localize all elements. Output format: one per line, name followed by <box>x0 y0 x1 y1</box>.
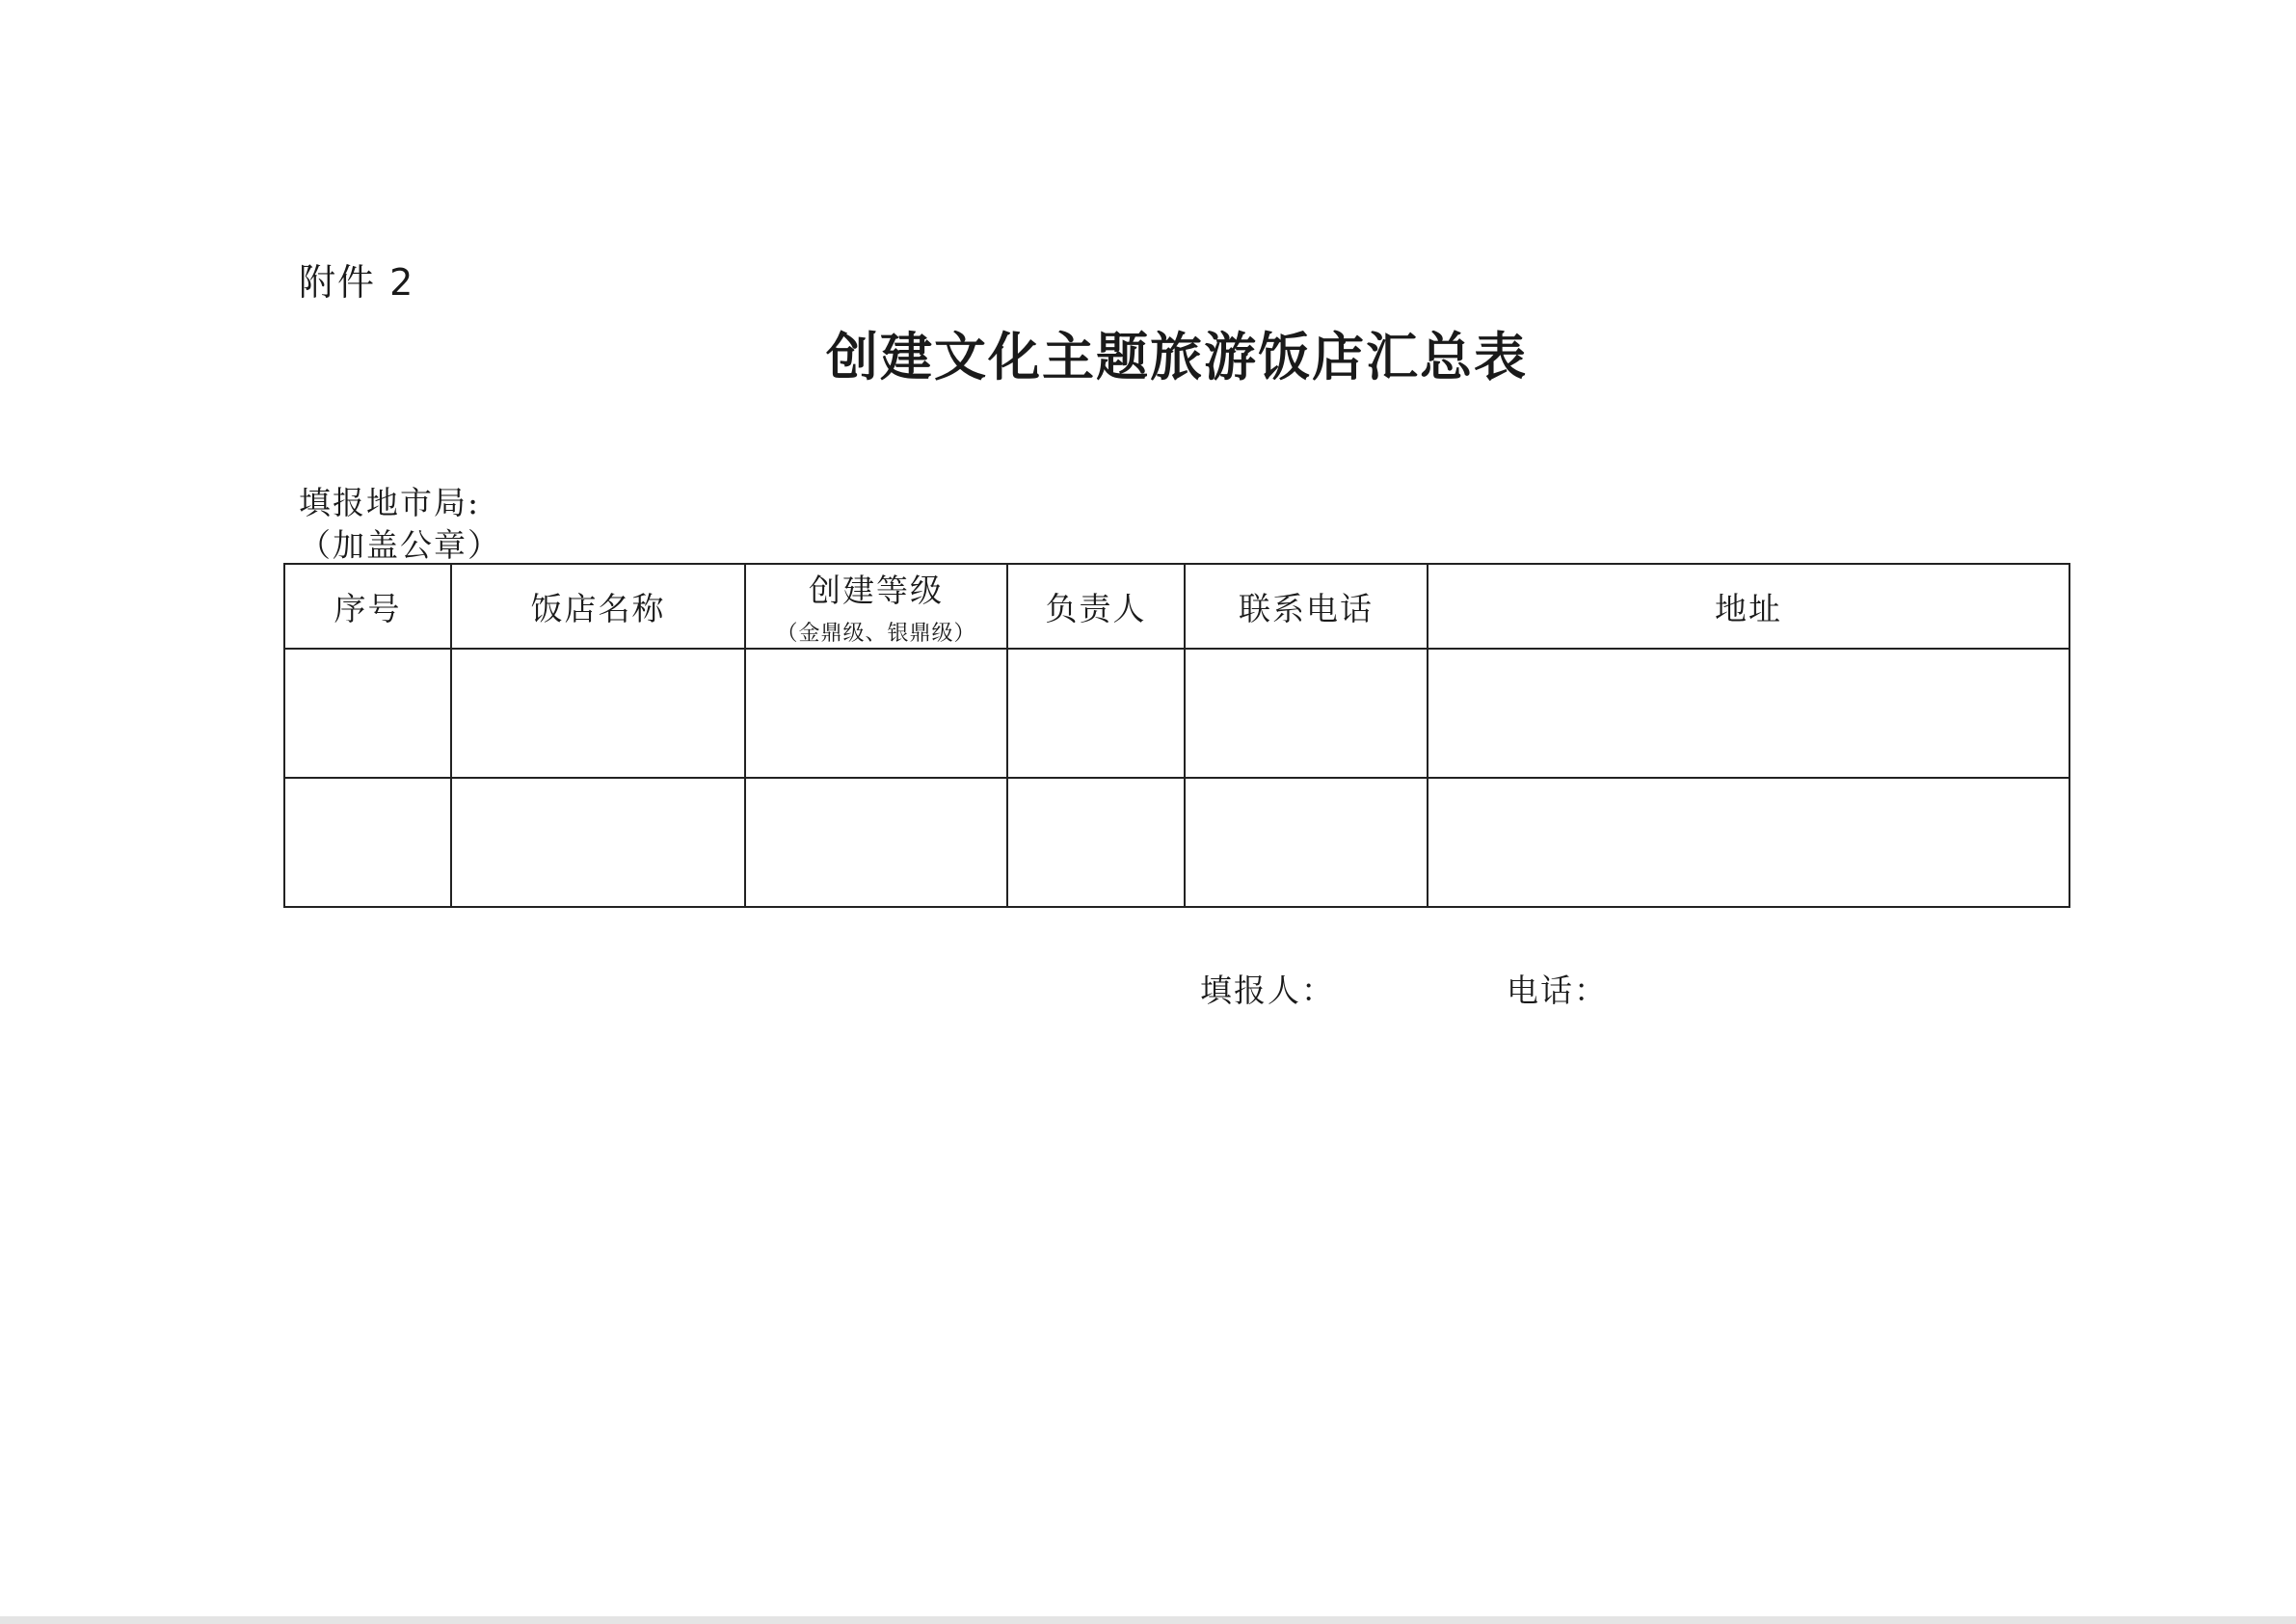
cell-person-in-charge[interactable] <box>1007 778 1185 907</box>
header-grade <box>745 564 1007 649</box>
cell-phone[interactable] <box>1185 778 1428 907</box>
cell-hotel-name[interactable] <box>451 778 745 907</box>
header-address-label: 地址 <box>1715 589 1782 627</box>
footer-filler-label: 填报人： <box>1200 972 1335 1009</box>
table-header-row <box>284 564 2069 649</box>
header-phone-label: 联系电话 <box>1239 589 1374 627</box>
header-address <box>1428 564 2069 649</box>
header-hotel-name-label: 饭店名称 <box>530 589 666 627</box>
cell-grade[interactable] <box>745 778 1007 907</box>
header-index-label: 序号 <box>334 589 402 627</box>
scan-edge <box>0 1616 2296 1624</box>
cell-hotel-name[interactable] <box>451 649 745 778</box>
table-row <box>284 649 2069 778</box>
header-person-in-charge <box>1007 564 1185 649</box>
header-grade-label: 创建等级 <box>809 572 944 609</box>
document-title: 创建文化主题旅游饭店汇总表 <box>826 326 1528 387</box>
header-phone <box>1185 564 1428 649</box>
header-person-in-charge-label: 负责人 <box>1045 589 1147 627</box>
header-hotel-name <box>451 564 745 649</box>
summary-table <box>283 563 2070 908</box>
cell-person-in-charge[interactable] <box>1007 649 1185 778</box>
cell-index[interactable] <box>284 649 451 778</box>
header-grade-sublabel: （金鼎级、银鼎级） <box>776 622 976 646</box>
header-index <box>284 564 451 649</box>
seal-note: （加盖公章） <box>299 526 501 564</box>
cell-address[interactable] <box>1428 778 2069 907</box>
footer-phone-label: 电话： <box>1507 972 1608 1009</box>
filler-org-label: 填报地市局: <box>299 484 481 521</box>
cell-address[interactable] <box>1428 649 2069 778</box>
table-row <box>284 778 2069 907</box>
cell-index[interactable] <box>284 778 451 907</box>
cell-phone[interactable] <box>1185 649 1428 778</box>
attachment-label: 附件 2 <box>299 261 415 304</box>
cell-grade[interactable] <box>745 649 1007 778</box>
